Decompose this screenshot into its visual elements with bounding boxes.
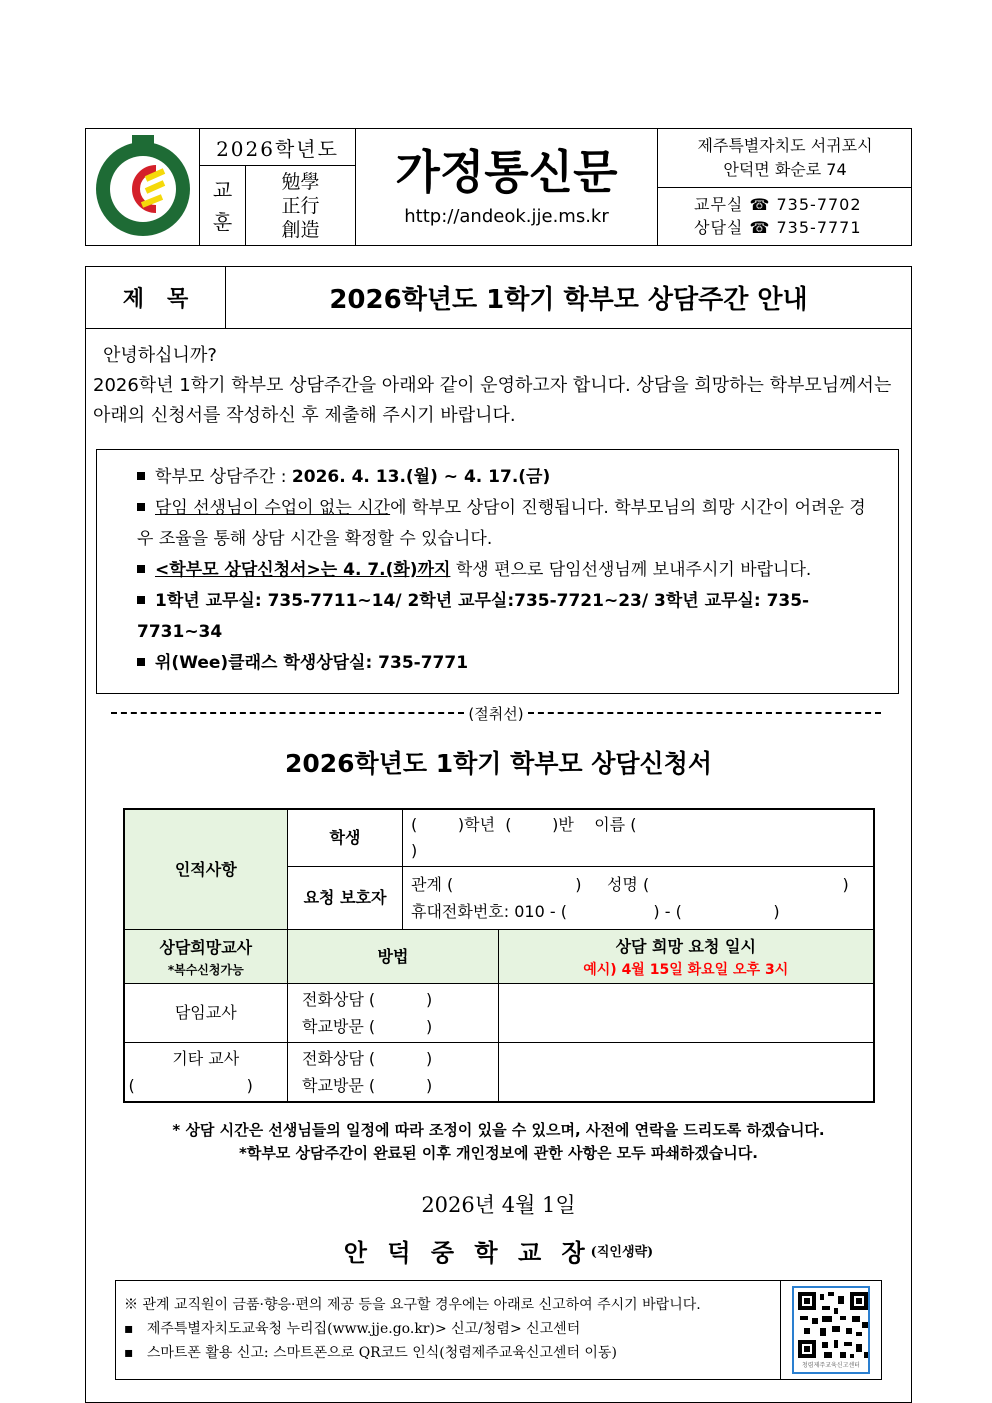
other-date[interactable] bbox=[499, 1043, 874, 1103]
date-header bbox=[499, 930, 874, 984]
newsletter-title: 가정통신문 bbox=[395, 145, 618, 199]
guardian-fields[interactable] bbox=[403, 867, 874, 930]
principal-name: 안 덕 중 학 교 장 bbox=[343, 1238, 591, 1267]
phone-office bbox=[694, 193, 912, 216]
teacher-header-note: *복수신청가능 bbox=[167, 962, 244, 977]
notice-text: 1학년 교무실: 735-7711~14/ 2학년 교무실:735-7721~23/ 3학년 교무실: 735-7731~34 bbox=[137, 591, 810, 642]
title-cell bbox=[356, 129, 658, 245]
notes bbox=[106, 1119, 891, 1165]
subject-title: 2026학년도 1학기 학부모 상담주간 안내 bbox=[329, 285, 808, 315]
notice-box bbox=[96, 449, 899, 694]
address-line: 안덕면 화순로 74 bbox=[723, 160, 847, 179]
form-wrapper bbox=[86, 808, 911, 1103]
phone-number: 735-7702 bbox=[776, 195, 862, 214]
school-logo bbox=[86, 129, 200, 245]
report-line: ▪ 스마트폰 활용 신고: 스마트폰으로 QR코드 인식(청렴제주교육신고센터 이동) bbox=[124, 1345, 617, 1361]
report-box bbox=[115, 1280, 882, 1380]
notice-grade-phones bbox=[137, 586, 878, 648]
notice-teacher-time bbox=[117, 493, 878, 555]
phones bbox=[658, 188, 912, 245]
student-fields[interactable]: ( )학년 ( )반 이름 ( ) bbox=[403, 809, 874, 867]
phone-number: 735-7771 bbox=[776, 218, 862, 237]
report-text bbox=[116, 1281, 781, 1379]
motto-label-1: 교 bbox=[212, 177, 233, 202]
homeroom-date[interactable] bbox=[499, 984, 874, 1043]
teacher-header-label: 상담희망교사 bbox=[159, 937, 253, 957]
issue-date: 2026년 4월 1일 bbox=[421, 1193, 576, 1217]
greeting-body: 2026학년 1학기 학부모 상담주간을 아래와 같이 운영하고자 합니다. 상담을 희망하는 학부모님께서는 아래의 신청서를 작성하신 후 제출해 주시기 바랍니다. bbox=[93, 375, 892, 426]
bullet-icon bbox=[137, 472, 145, 480]
school-url[interactable]: http://andeok.jje.ms.kr bbox=[404, 206, 609, 227]
phone-counsel bbox=[694, 216, 912, 239]
bullet-icon bbox=[137, 565, 145, 573]
period-label: 학부모 상담주간 : bbox=[155, 467, 292, 487]
other-teacher[interactable] bbox=[124, 1043, 288, 1103]
cut-line bbox=[111, 702, 881, 724]
cut-line-label: (절취선) bbox=[468, 704, 524, 723]
signature bbox=[86, 1233, 911, 1268]
motto-label bbox=[200, 166, 246, 245]
notice-text: 위(Wee)클래스 학생상담실: 735-7771 bbox=[155, 653, 469, 673]
note-line: *학부모 상담주간이 완료된 이후 개인정보에 관한 사항은 모두 파쇄하겠습니다. bbox=[238, 1144, 758, 1162]
notice-deadline bbox=[137, 555, 878, 586]
subject-label: 제 목 bbox=[86, 267, 226, 328]
notice-underlined: <학부모 상담신청서>는 4. 7.(화)까지 bbox=[155, 560, 451, 580]
method-header: 방법 bbox=[288, 930, 499, 984]
qr-caption: 청렴제주교육신고센터 bbox=[802, 1362, 860, 1369]
notice-underlined: 담임 선생님이 수업이 없는 시간 bbox=[155, 498, 391, 518]
method-phone[interactable]: 전화상담 ( ) bbox=[302, 990, 433, 1009]
application-form bbox=[123, 808, 875, 1103]
method-visit[interactable]: 학교방문 ( ) bbox=[302, 1076, 433, 1095]
address bbox=[658, 129, 912, 188]
form-title: 2026학년도 1학기 학부모 상담신청서 bbox=[284, 749, 713, 778]
qr-cell bbox=[781, 1281, 881, 1379]
date-header-label: 상담 희망 요청 일시 bbox=[615, 936, 756, 956]
seal-omitted: (직인생략) bbox=[590, 1245, 654, 1260]
address-line: 제주특별자치도 서귀포시 bbox=[697, 136, 873, 155]
school-year: 2026학년도 bbox=[200, 129, 356, 166]
phone-label: 상담실 bbox=[694, 218, 744, 237]
motto-line: 創造 bbox=[281, 218, 320, 241]
other-methods[interactable] bbox=[288, 1043, 499, 1103]
motto-line: 勉學 bbox=[281, 170, 320, 193]
homeroom-teacher: 담임교사 bbox=[124, 984, 288, 1043]
report-link[interactable]: 제주특별자치도교육청 누리집(www.jje.go.kr)> 신고/청렴> 신고센터 bbox=[146, 1321, 581, 1337]
phone-label: 교무실 bbox=[694, 195, 744, 214]
note-line: * 상담 시간은 선생님들의 일정에 따라 조정이 있을 수 있으며, 사전에 연락을 드리도록 하겠습니다. bbox=[172, 1121, 825, 1139]
mobile-field[interactable]: 휴대전화번호: 010 - ( ) - ( ) bbox=[411, 902, 780, 921]
report-qr-text: 스마트폰 활용 신고: 스마트폰으로 QR코드 인식(청렴제주교육신고센터 이동) bbox=[146, 1345, 617, 1361]
method-phone[interactable]: 전화상담 ( ) bbox=[302, 1049, 433, 1068]
date-example: 예시) 4월 15일 화요일 오후 3시 bbox=[583, 961, 789, 978]
qr-code[interactable] bbox=[792, 1286, 870, 1374]
report-line: ▪ 제주특별자치도교육청 누리집(www.jje.go.kr)> 신고/청렴> 신고센터 bbox=[124, 1321, 581, 1337]
motto bbox=[246, 166, 356, 245]
guardian-label: 요청 보호자 bbox=[288, 867, 403, 930]
newsletter-header bbox=[85, 128, 912, 246]
method-visit[interactable]: 학교방문 ( ) bbox=[302, 1017, 433, 1036]
identity-header: 인적사항 bbox=[124, 809, 288, 930]
notice-period bbox=[137, 462, 878, 493]
motto-label-2: 훈 bbox=[212, 209, 233, 234]
teacher-header bbox=[124, 930, 288, 984]
other-teacher-field[interactable]: ( ) bbox=[128, 1076, 253, 1095]
notice-wee-class bbox=[137, 648, 878, 679]
notice-text: 에 학부모 상담이 진행됩니다. 학부모님의 희망 시간이 어려운 경우 조율을 통해 상담 시간을 확정할 수 있습니다. bbox=[137, 498, 866, 549]
main-frame bbox=[85, 266, 912, 1403]
other-teacher-label: 기타 교사 bbox=[172, 1049, 240, 1068]
notice-text: 학생 편으로 담임선생님께 보내주시기 바랍니다. bbox=[450, 560, 812, 580]
report-line: ※ 관계 교직원이 금품·향응·편의 제공 등을 요구할 경우에는 아래로 신고하여 주시기 바랍니다. bbox=[124, 1297, 701, 1313]
homeroom-methods[interactable] bbox=[288, 984, 499, 1043]
phone-icon: ☎ bbox=[749, 218, 771, 237]
bullet-icon bbox=[137, 596, 145, 604]
greeting bbox=[93, 341, 904, 431]
bullet-icon bbox=[137, 503, 145, 511]
bullet-icon bbox=[137, 658, 145, 666]
subject-row bbox=[86, 267, 911, 329]
student-label: 학생 bbox=[288, 809, 403, 867]
relation-field[interactable]: 관계 ( ) 성명 ( ) bbox=[411, 875, 849, 894]
phone-icon: ☎ bbox=[749, 195, 771, 214]
greeting-hello: 안녕하십니까? bbox=[103, 345, 217, 366]
motto-line: 正行 bbox=[281, 194, 320, 217]
period-value: 2026. 4. 13.(월) ~ 4. 17.(금) bbox=[291, 467, 551, 487]
